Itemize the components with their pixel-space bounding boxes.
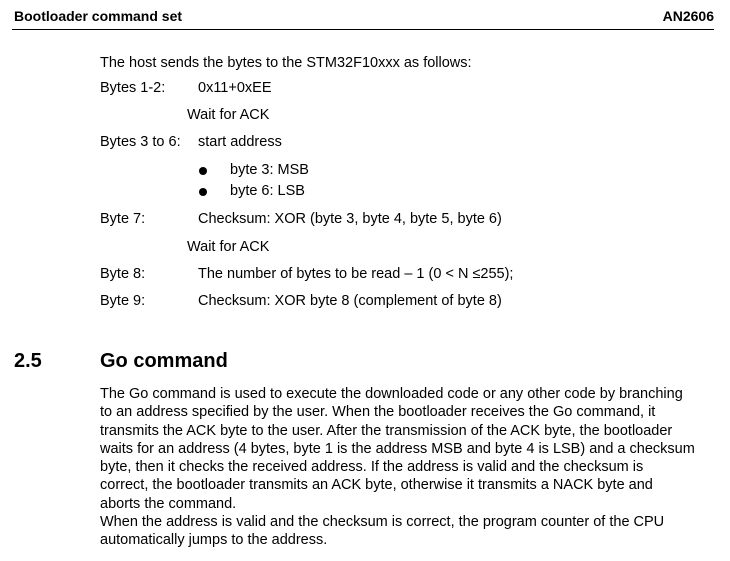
page-header	[12, 7, 714, 30]
paragraph-line: transmits the ACK byte to the user. After the transmission of the ACK byte, the bootloader	[100, 422, 673, 439]
paragraph-line: to an address specified by the user. When the bootloader receives the Go command, it	[100, 404, 656, 421]
byte-9-value: Checksum: XOR byte 8 (complement of byte 8)	[198, 293, 502, 309]
bullet-lsb: byte 6: LSB	[230, 183, 305, 199]
paragraph-line: aborts the command.	[100, 495, 237, 512]
paragraph-line: correct, the bootloader transmits an ACK byte, otherwise it transmits a NACK byte and	[100, 477, 653, 494]
bytes-1-2-label: Bytes 1-2:	[100, 80, 166, 96]
paragraph-line: waits for an address (4 bytes, byte 1 is the address MSB and byte 4 is LSB) and a checksum	[100, 440, 695, 457]
byte-7-label: Byte 7:	[100, 211, 146, 227]
go-command-paragraph	[100, 385, 720, 550]
section-title: Go command	[100, 350, 228, 372]
section-number: 2.5	[14, 350, 42, 372]
byte-9-label: Byte 9:	[100, 293, 146, 309]
byte-8-label: Byte 8:	[100, 266, 146, 282]
paragraph-line: When the address is valid and the checksum is correct, the program counter of the CPU	[100, 514, 665, 531]
paragraph-line: automatically jumps to the address.	[100, 532, 328, 549]
byte-7-value: Checksum: XOR (byte 3, byte 4, byte 5, byte 6)	[198, 211, 502, 227]
bytes-3-6-value: start address	[198, 134, 282, 150]
bullet-icon	[199, 188, 207, 196]
bytes-3-6-label: Bytes 3 to 6:	[100, 134, 181, 150]
byte-8-value: The number of bytes to be read – 1 (0 < N ≤255);	[198, 266, 514, 282]
paragraph-line: byte, then it checks the received address. If the address is valid and the checksum is	[100, 459, 644, 476]
header-title: Bootloader command set	[14, 8, 183, 24]
wait-ack-1: Wait for ACK	[187, 107, 270, 123]
bullet-icon	[199, 167, 207, 175]
wait-ack-2: Wait for ACK	[187, 239, 270, 255]
intro-text: The host sends the bytes to the STM32F10xxx as follows:	[100, 55, 472, 71]
paragraph-line: The Go command is used to execute the downloaded code or any other code by branching	[100, 386, 683, 402]
bullet-msb: byte 3: MSB	[230, 162, 309, 178]
header-doc-id: AN2606	[662, 8, 714, 24]
bytes-1-2-value: 0x11+0xEE	[198, 80, 272, 96]
